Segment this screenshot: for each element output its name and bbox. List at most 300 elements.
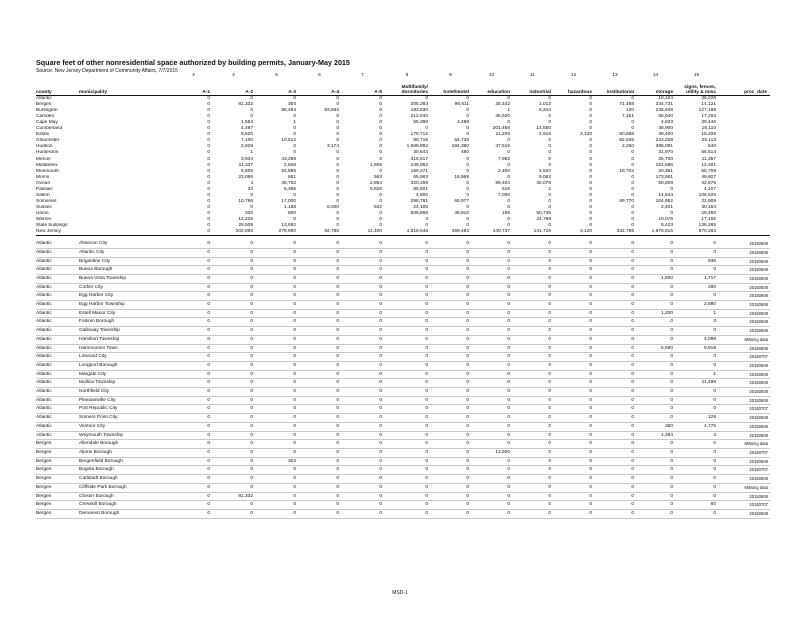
value-cell: 0 — [631, 192, 634, 198]
value-cell: 0 — [207, 120, 210, 126]
value-cell: 1 — [676, 370, 719, 379]
municipality-row — [36, 492, 770, 501]
county-name: Bergen — [36, 509, 79, 518]
value-cell: 0 — [256, 301, 299, 310]
value-cell: 542 — [373, 204, 382, 210]
value-cell: 0 — [385, 501, 431, 510]
value-cell: 7,982 — [497, 156, 510, 162]
value-cell: 0 — [513, 353, 554, 362]
county-name: Camden — [36, 114, 55, 120]
column-header: hazardous — [568, 89, 592, 95]
value-cell: 0 — [256, 501, 299, 510]
value-cell: 608,669 — [410, 210, 428, 216]
value-cell: 0 — [256, 492, 299, 501]
value-cell: 0 — [431, 379, 472, 388]
county-name: Morris — [36, 174, 50, 180]
value-cell: 0 — [176, 292, 213, 301]
value-cell: 55,389 — [413, 120, 428, 126]
value-cell: 17,000 — [281, 198, 296, 204]
county-name: Essex — [36, 132, 50, 138]
value-cell: 0 — [595, 318, 637, 327]
municipality-name: Cliffside Park Borough — [79, 483, 176, 492]
value-cell: 0 — [631, 204, 634, 210]
value-cell: 0 — [385, 466, 431, 475]
value-cell: 0 — [595, 405, 637, 414]
value-cell: 0 — [466, 108, 469, 114]
value-cell: 0 — [472, 370, 513, 379]
value-cell: 0 — [554, 309, 595, 318]
value-cell: 141,716 — [513, 229, 554, 236]
value-cell: 0 — [299, 475, 342, 484]
county-name: Bergen — [36, 501, 79, 510]
proc-date-cell: 20150608 — [719, 292, 770, 301]
value-cell: 0 — [472, 327, 513, 336]
value-cell: 0 — [595, 257, 637, 266]
municipality-row — [36, 274, 770, 283]
proc-date-cell: 20150608 — [719, 396, 770, 405]
value-cell: 0 — [676, 292, 719, 301]
value-cell: 0 — [336, 223, 339, 229]
value-cell: 2,848 — [283, 162, 296, 168]
value-cell: 0 — [595, 335, 637, 344]
value-cell: 0 — [637, 283, 676, 292]
value-cell: 0 — [299, 361, 342, 370]
value-cell: 0 — [595, 388, 637, 397]
value-cell: 0 — [507, 204, 510, 210]
value-cell: 36,900 — [658, 126, 673, 132]
value-cell: 0 — [513, 344, 554, 353]
value-cell: 0 — [472, 457, 513, 466]
value-cell: 83,592 — [324, 108, 339, 114]
value-cell: 0 — [513, 501, 554, 510]
value-cell: 0 — [631, 210, 634, 216]
value-cell: 0 — [431, 396, 472, 405]
value-cell: 0 — [595, 283, 637, 292]
value-cell: 0 — [342, 327, 385, 336]
value-cell: 0 — [472, 379, 513, 388]
municipality-row — [36, 457, 770, 466]
municipality-name: Allendale Borough — [79, 440, 176, 449]
value-cell: 1 — [507, 108, 510, 114]
value-cell: 0 — [472, 405, 513, 414]
value-cell: 332,765 — [595, 229, 637, 236]
value-cell: 0 — [213, 466, 256, 475]
value-cell: 0 — [176, 370, 213, 379]
county-name: Atlantic — [36, 414, 79, 423]
value-cell: 0 — [507, 150, 510, 156]
value-cell: 0 — [637, 361, 676, 370]
value-cell: 0 — [589, 192, 592, 198]
value-cell: 0 — [431, 475, 472, 484]
county-name: Salem — [36, 192, 50, 198]
proc-date-cell: 20150707 — [719, 466, 770, 475]
value-cell: 0 — [637, 405, 676, 414]
value-cell: 173,681 — [655, 174, 673, 180]
county-name: Bergen — [36, 440, 79, 449]
value-cell: 0 — [554, 344, 595, 353]
county-name: Cumberland — [36, 126, 63, 132]
municipality-name: Hammonton Town — [79, 344, 176, 353]
value-cell: 0 — [342, 509, 385, 518]
value-cell: 65,040 — [658, 114, 673, 120]
value-cell: 1 — [676, 309, 719, 318]
value-cell: 0 — [176, 379, 213, 388]
value-cell: 0 — [207, 192, 210, 198]
value-cell: 0 — [293, 192, 296, 198]
value-cell: 2,880 — [676, 301, 719, 310]
value-cell: 9,620 — [240, 132, 253, 138]
value-cell: 0 — [472, 475, 513, 484]
value-cell: 0 — [554, 327, 595, 336]
proc-date-cell: 20150608 — [719, 388, 770, 397]
value-cell: 0 — [507, 174, 510, 180]
municipality-row — [36, 475, 770, 484]
value-cell: 0 — [595, 466, 637, 475]
value-cell: 0 — [431, 466, 472, 475]
county-name: Burlington — [36, 108, 58, 114]
proc-date-cell: 20150707 — [719, 501, 770, 510]
value-cell: 0 — [466, 96, 469, 102]
value-cell: 0 — [595, 240, 637, 248]
value-cell: 0 — [293, 150, 296, 156]
county-name: Atlantic — [36, 405, 79, 414]
value-cell: 0 — [213, 431, 256, 440]
value-cell: 0 — [256, 266, 299, 275]
value-cell: 0 — [379, 156, 382, 162]
value-cell: 459,493 — [431, 229, 472, 236]
value-cell: 0 — [207, 150, 210, 156]
value-cell: 11,488 — [676, 379, 719, 388]
value-cell: 0 — [256, 414, 299, 423]
value-cell: 0 — [213, 379, 256, 388]
value-cell: 0 — [631, 223, 634, 229]
county-name: Bergen — [36, 483, 79, 492]
value-cell: 1 — [293, 120, 296, 126]
value-cell: 0 — [342, 257, 385, 266]
value-cell: 0 — [554, 257, 595, 266]
municipality-row — [36, 414, 770, 423]
value-cell: 0 — [385, 318, 431, 327]
value-cell: 1,605 — [369, 162, 382, 168]
value-cell: 0 — [385, 414, 431, 423]
value-cell: 0 — [589, 174, 592, 180]
value-cell: 0 — [507, 96, 510, 102]
value-cell: 0 — [342, 274, 385, 283]
value-cell: 54,738 — [454, 138, 469, 144]
county-name: Atlantic — [36, 283, 79, 292]
value-cell: 89,770 — [619, 198, 634, 204]
county-name: Atlantic — [36, 309, 79, 318]
value-cell: 0 — [431, 240, 472, 248]
value-cell: 0 — [595, 475, 637, 484]
value-cell: 0 — [595, 361, 637, 370]
value-cell: 0 — [670, 186, 673, 192]
value-cell: 14,850 — [536, 126, 551, 132]
value-cell: 0 — [637, 327, 676, 336]
value-cell: 15,205 — [701, 132, 716, 138]
value-cell: 47,515 — [495, 144, 510, 150]
value-cell: 0 — [336, 132, 339, 138]
value-cell: 0 — [554, 457, 595, 466]
value-cell: 0 — [299, 318, 342, 327]
value-cell: 0 — [207, 144, 210, 150]
county-name: State buildings — [36, 223, 68, 229]
column-number: 7 — [361, 73, 364, 78]
value-cell: 303 — [256, 457, 299, 466]
value-cell: 201,456 — [492, 126, 510, 132]
value-cell: 0 — [548, 162, 551, 168]
value-cell: 0 — [336, 120, 339, 126]
value-cell: 0 — [595, 483, 637, 492]
value-cell: 0 — [299, 483, 342, 492]
value-cell: 0 — [299, 422, 342, 431]
county-name: Atlantic — [36, 301, 79, 310]
value-cell: 0 — [176, 301, 213, 310]
county-name: Cape May — [36, 120, 58, 126]
value-cell: 0 — [385, 422, 431, 431]
municipality-row — [36, 361, 770, 370]
value-cell: 0 — [250, 108, 253, 114]
municipality-row — [36, 292, 770, 301]
value-cell: 0 — [431, 318, 472, 327]
value-cell: 0 — [631, 120, 634, 126]
county-name: Hunterdon — [36, 150, 59, 156]
value-cell: 16,110 — [701, 126, 716, 132]
value-cell: 0 — [176, 414, 213, 423]
value-cell: 0 — [256, 335, 299, 344]
value-cell: 0 — [554, 292, 595, 301]
value-cell: 0 — [207, 114, 210, 120]
value-cell: 0 — [637, 457, 676, 466]
value-cell: 0 — [466, 216, 469, 222]
value-cell: 0 — [554, 422, 595, 431]
value-cell: 0 — [256, 509, 299, 518]
value-cell: 0 — [513, 301, 554, 310]
value-cell: 0 — [342, 283, 385, 292]
value-cell: 0 — [472, 283, 513, 292]
value-cell: 0 — [299, 301, 342, 310]
value-cell: 0 — [176, 475, 213, 484]
value-cell: 0 — [342, 266, 385, 275]
value-cell: 14,544 — [658, 192, 673, 198]
value-cell: 5,826 — [369, 186, 382, 192]
value-cell: 0 — [176, 449, 213, 458]
value-cell: 0 — [336, 156, 339, 162]
value-cell: 30,164 — [701, 204, 716, 210]
value-cell: 49,607 — [701, 174, 716, 180]
municipality-name: Hamilton Township — [79, 335, 176, 344]
value-cell: 0 — [589, 114, 592, 120]
municipality-row — [36, 327, 770, 336]
value-cell: 0 — [299, 370, 342, 379]
county-name: Atlantic — [36, 318, 79, 327]
municipality-detail — [36, 240, 770, 518]
value-cell: 0 — [342, 318, 385, 327]
value-cell: 0 — [256, 379, 299, 388]
county-name: Atlantic — [36, 292, 79, 301]
value-cell: 30,644 — [413, 150, 428, 156]
municipality-name: Brigantine City — [79, 257, 176, 266]
value-cell: 0 — [466, 126, 469, 132]
column-number: 14 — [652, 73, 659, 78]
value-cell: 0 — [299, 309, 342, 318]
value-cell: 0 — [472, 388, 513, 397]
value-cell: 0 — [379, 138, 382, 144]
value-cell: 0 — [513, 405, 554, 414]
value-cell: 25,113 — [701, 138, 716, 144]
value-cell: 0 — [595, 344, 637, 353]
value-cell: 28,509 — [238, 223, 253, 229]
value-cell: 0 — [250, 192, 253, 198]
county-name: Middlesex — [36, 162, 58, 168]
value-cell: 0 — [336, 198, 339, 204]
value-cell: 563 — [373, 174, 382, 180]
proc-date-cell: 20150608 — [719, 248, 770, 257]
value-cell: 0 — [385, 335, 431, 344]
value-cell: 0 — [379, 150, 382, 156]
value-cell: 60 — [676, 501, 719, 510]
value-cell: 1,976,816 — [637, 229, 676, 236]
proc-date-cell: 20150707 — [719, 405, 770, 414]
county-header: county — [36, 89, 52, 95]
column-number: 11 — [530, 73, 535, 78]
value-cell: 0 — [213, 292, 256, 301]
value-cell: 0 — [213, 361, 256, 370]
column-header: A-2 — [245, 89, 253, 95]
value-cell: 0 — [548, 223, 551, 229]
value-cell: 0 — [385, 292, 431, 301]
value-cell: 0 — [379, 132, 382, 138]
proc-date-cell: 20150608 — [719, 475, 770, 484]
value-cell: 0 — [379, 223, 382, 229]
value-cell: 0 — [513, 388, 554, 397]
value-cell: 0 — [513, 379, 554, 388]
value-cell: 0 — [299, 248, 342, 257]
value-cell: 13,500 — [472, 449, 513, 458]
value-cell: 0 — [670, 210, 673, 216]
value-cell: 0 — [595, 301, 637, 310]
value-cell: 0 — [299, 388, 342, 397]
value-cell: 0 — [342, 301, 385, 310]
county-name: Bergen — [36, 102, 52, 108]
value-cell: 0 — [176, 405, 213, 414]
value-cell: 0 — [548, 198, 551, 204]
value-cell: 0 — [548, 156, 551, 162]
county-name: Atlantic — [36, 248, 79, 257]
value-cell: 3 — [676, 431, 719, 440]
value-cell: 0 — [595, 422, 637, 431]
value-cell: 0 — [513, 327, 554, 336]
value-cell: 0 — [589, 223, 592, 229]
value-cell: 0 — [176, 388, 213, 397]
municipality-name: Atlantic City — [79, 248, 176, 257]
value-cell: 0 — [342, 344, 385, 353]
value-cell: 0 — [342, 388, 385, 397]
value-cell: 0 — [676, 440, 719, 449]
column-header: industrial — [529, 89, 551, 95]
value-cell: 3 — [676, 318, 719, 327]
value-cell: 5,605 — [240, 168, 253, 174]
value-cell: 0 — [379, 102, 382, 108]
value-cell: 0 — [336, 126, 339, 132]
value-cell: 0 — [513, 240, 554, 248]
value-cell: 0 — [513, 431, 554, 440]
value-cell: 0 — [466, 114, 469, 120]
value-cell: 0 — [466, 204, 469, 210]
value-cell: 0 — [176, 229, 213, 236]
value-cell: 0 — [213, 457, 256, 466]
municipality-row — [36, 266, 770, 275]
value-cell: 0 — [176, 483, 213, 492]
value-cell: 0 — [385, 388, 431, 397]
value-cell: 0 — [595, 431, 637, 440]
value-cell: 0 — [431, 292, 472, 301]
value-cell: 13,692 — [281, 223, 296, 229]
column-header: A-4 — [331, 89, 339, 95]
municipality-row — [36, 405, 770, 414]
value-cell: 0 — [299, 431, 342, 440]
value-cell: 65,977 — [454, 198, 469, 204]
value-cell: 0 — [554, 318, 595, 327]
value-cell: 0 — [595, 379, 637, 388]
value-cell: 0 — [176, 248, 213, 257]
value-cell: 0 — [176, 440, 213, 449]
value-cell: 179,712 — [410, 132, 428, 138]
value-cell: 0 — [554, 492, 595, 501]
value-cell: 0 — [676, 483, 719, 492]
proc-date-cell: 20150608 — [719, 309, 770, 318]
value-cell: 350 — [637, 422, 676, 431]
value-cell: 0 — [336, 174, 339, 180]
municipality-row — [36, 483, 770, 492]
value-cell: 183,830 — [410, 108, 428, 114]
value-cell: 540 — [707, 144, 716, 150]
value-cell: 0 — [637, 379, 676, 388]
value-cell: 0 — [595, 292, 637, 301]
value-cell: 0 — [507, 223, 510, 229]
proc-date-cell: 20150608 — [719, 301, 770, 310]
value-cell: 278,960 — [256, 229, 299, 236]
county-name: Ocean — [36, 180, 51, 186]
value-cell: 0 — [513, 370, 554, 379]
value-cell: 6,344 — [538, 108, 551, 114]
county-name: Atlantic — [36, 396, 79, 405]
value-cell: 0 — [472, 301, 513, 310]
value-cell: 12,225 — [238, 216, 253, 222]
value-cell: 10,076 — [658, 216, 673, 222]
value-cell: 71,468 — [619, 102, 634, 108]
value-cell: 0 — [472, 274, 513, 283]
value-cell: 0 — [637, 257, 676, 266]
county-name: Bergen — [36, 466, 79, 475]
value-cell: 199,271 — [410, 168, 428, 174]
value-cell: 0 — [637, 248, 676, 257]
value-cell: 0 — [213, 327, 256, 336]
value-cell: 0 — [631, 150, 634, 156]
value-cell: 6,000 — [326, 204, 339, 210]
value-cell: 0 — [176, 422, 213, 431]
value-cell: 50,809 — [658, 180, 673, 186]
value-cell: 449,737 — [472, 229, 513, 236]
county-name: Atlantic — [36, 335, 79, 344]
value-cell: 0 — [637, 492, 676, 501]
municipality-name: Absecon City — [79, 240, 176, 248]
value-cell: 0 — [472, 431, 513, 440]
value-cell: 0 — [299, 492, 342, 501]
value-cell: 0 — [631, 96, 634, 102]
municipality-row — [36, 379, 770, 388]
column-header: institutional — [606, 89, 634, 95]
